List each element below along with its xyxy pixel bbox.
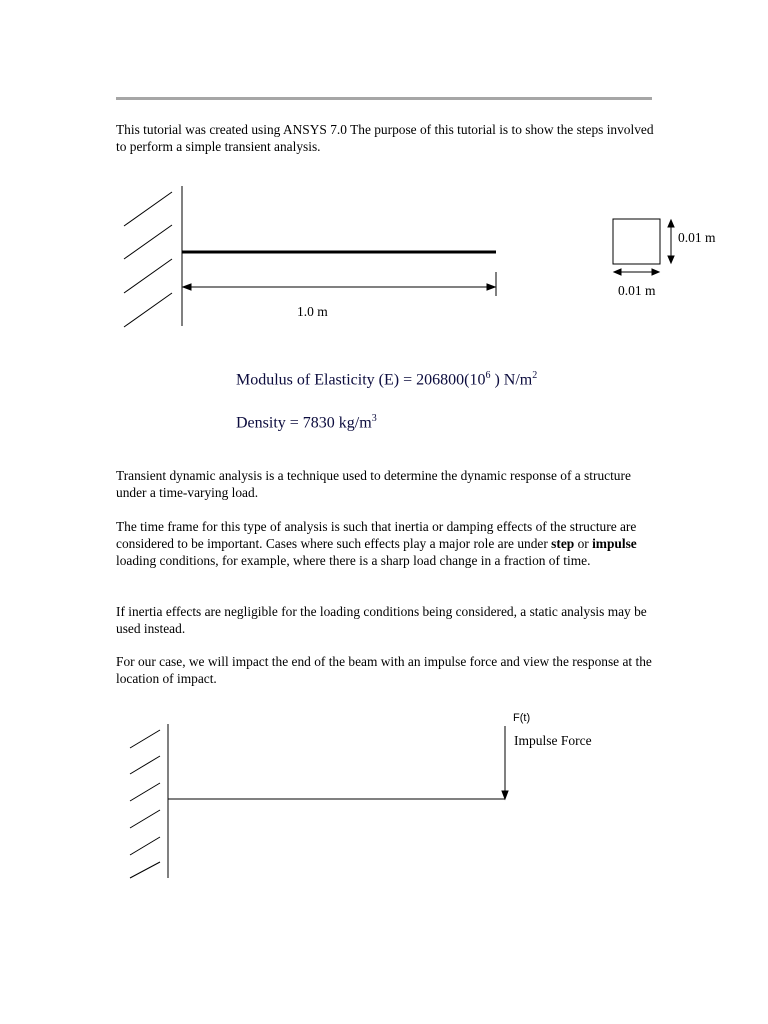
cross-section-square xyxy=(613,219,660,264)
beam-geometry-figure xyxy=(0,0,768,360)
impulse-force-label: Impulse Force xyxy=(514,733,592,748)
fixed-support-hatch xyxy=(124,186,182,327)
impulse-load-figure xyxy=(0,700,768,900)
modulus-equation: Modulus of Elasticity $(E) = 206800(10^6$ ) $N/m^2$ xyxy=(236,370,538,389)
section-height-label: 0.01 m xyxy=(678,230,716,245)
paragraph-impact: For our case, we will impact the end of the beam with an impulse force and view the response at the location of impact. xyxy=(116,654,652,686)
fixed-support-hatch-2 xyxy=(130,724,168,878)
section-width-arrow xyxy=(614,269,659,275)
section-height-arrow xyxy=(668,220,674,263)
force-label: F(t) xyxy=(513,712,531,724)
length-dimension-arrow xyxy=(183,272,496,296)
paragraph-transient: Transient dynamic analysis is a technique used to determine the dynamic response of a structure under a time-varying load. xyxy=(116,468,631,500)
density-equation: Density = 7830 $kg/m^3$ xyxy=(236,413,377,432)
impulse-force-arrow xyxy=(502,726,508,799)
paragraph-inertia: If inertia effects are negligible for the loading conditions being considered, a static analysis may be used instead. xyxy=(116,604,647,636)
intro-paragraph: This tutorial was created using ANSYS 7.0 The purpose of this tutorial is to show the steps involved to perform a simple transient analysis. xyxy=(116,122,654,154)
section-width-label: 0.01 m xyxy=(618,283,656,298)
paragraph-time-frame: The time frame for this type of analysis is such that inertia or damping effects of the structure are considered to be important. Cases where such effects play a major role are under step or impulse loading conditions, for example, where there is a sharp load change in a fraction of time. xyxy=(116,519,637,568)
length-label: 1.0 m xyxy=(297,304,328,319)
